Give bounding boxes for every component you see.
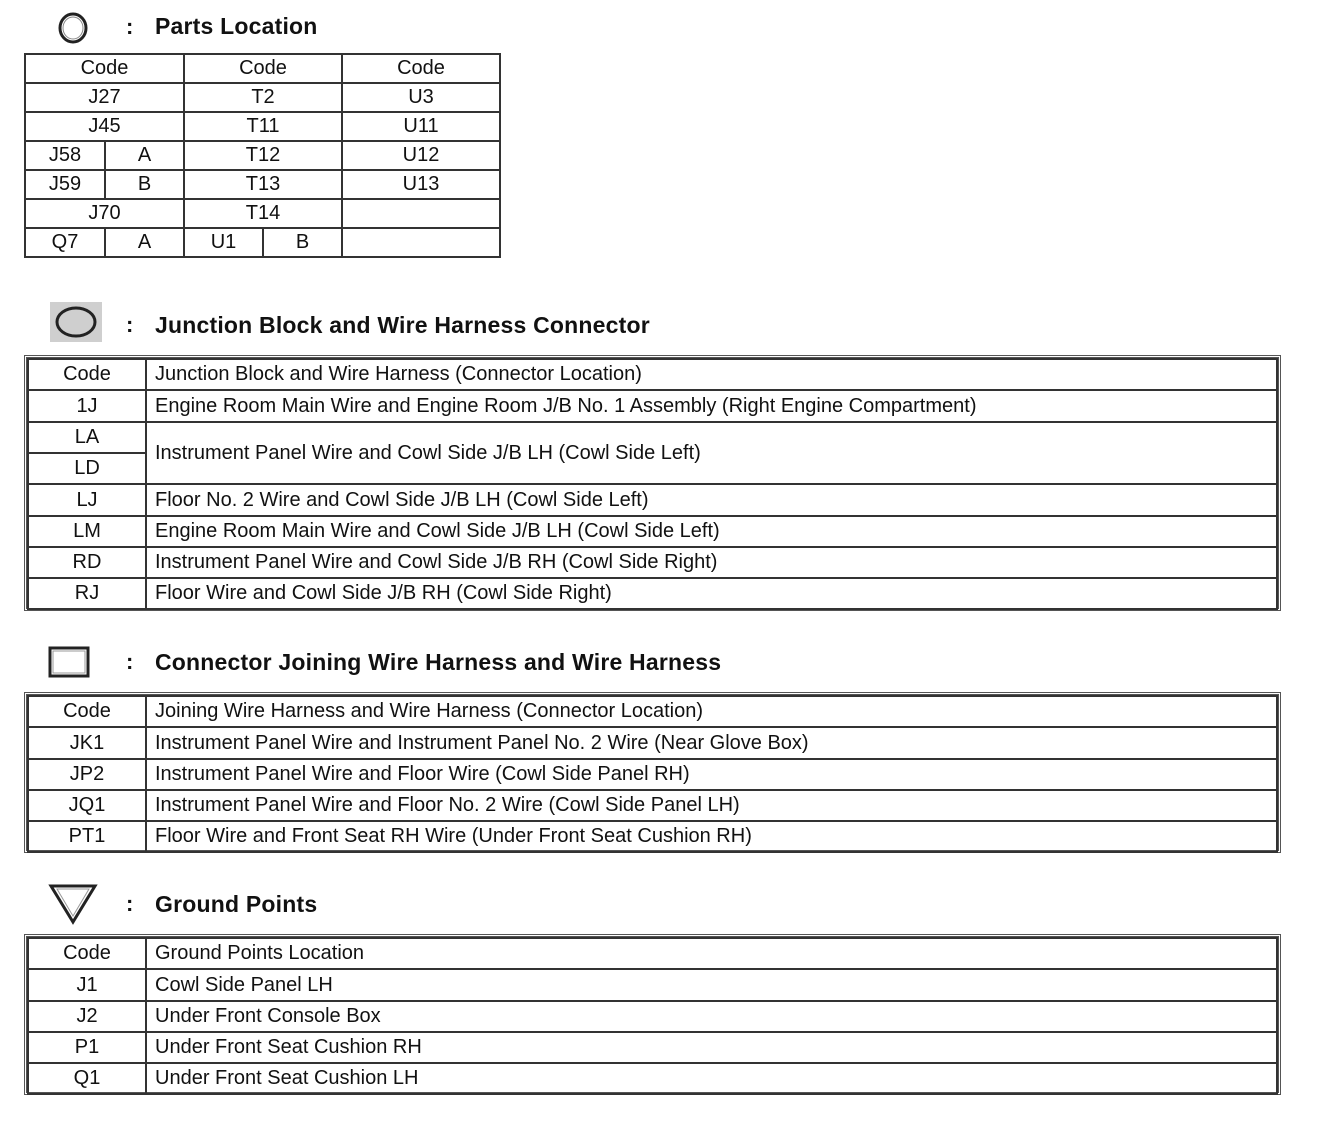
code-cell: T13	[184, 170, 342, 199]
code-cell: J45	[25, 112, 184, 141]
variant-cell: A	[105, 228, 184, 257]
table-row	[28, 578, 1277, 609]
code-cell	[342, 199, 500, 228]
table-row	[25, 83, 500, 112]
variant-cell: B	[263, 228, 342, 257]
header-cell: Code	[342, 54, 500, 83]
table-header-row	[28, 938, 1277, 969]
colon: :	[126, 312, 134, 337]
variant-cell: B	[105, 170, 184, 199]
shaded-oval-icon	[48, 300, 104, 344]
junction-block-table	[27, 358, 1278, 610]
connector-joining-header	[0, 642, 1328, 682]
header-cell: Code	[25, 54, 184, 83]
location-cell: Under Front Seat Cushion LH	[146, 1063, 1277, 1094]
table-row	[25, 228, 500, 257]
code-cell: J1	[28, 969, 146, 1001]
location-cell: Engine Room Main Wire and Cowl Side J/B LH (Cowl Side Left)	[146, 516, 1277, 547]
table-row	[28, 759, 1277, 790]
location-cell: Under Front Console Box	[146, 1001, 1277, 1032]
code-cell: RJ	[28, 578, 146, 609]
location-cell: Instrument Panel Wire and Cowl Side J/B RH (Cowl Side Right)	[146, 547, 1277, 578]
table-header-row	[25, 54, 500, 83]
code-cell: JP2	[28, 759, 146, 790]
code-cell: U3	[342, 83, 500, 112]
table-row	[28, 790, 1277, 821]
code-cell: U11	[342, 112, 500, 141]
junction-block-header	[0, 304, 1328, 344]
location-cell: Instrument Panel Wire and Cowl Side J/B LH (Cowl Side Left)	[146, 422, 1277, 484]
location-cell: Floor Wire and Cowl Side J/B RH (Cowl Side Right)	[146, 578, 1277, 609]
table-row	[28, 1001, 1277, 1032]
location-cell: Floor No. 2 Wire and Cowl Side J/B LH (Cowl Side Left)	[146, 484, 1277, 516]
location-cell: Instrument Panel Wire and Floor Wire (Cowl Side Panel RH)	[146, 759, 1277, 790]
code-cell: J27	[25, 83, 184, 112]
location-cell: Cowl Side Panel LH	[146, 969, 1277, 1001]
variant-cell: A	[105, 141, 184, 170]
table-row	[28, 1032, 1277, 1063]
ground-points-table	[27, 937, 1278, 1095]
header-cell-code: Code	[28, 696, 146, 727]
colon: :	[126, 14, 134, 39]
location-cell: Engine Room Main Wire and Engine Room J/B No. 1 Assembly (Right Engine Compartment)	[146, 390, 1277, 422]
ground-points-header	[0, 882, 1328, 922]
table-row	[28, 547, 1277, 578]
code-cell: Q7	[25, 228, 105, 257]
header-cell-location: Junction Block and Wire Harness (Connector Location)	[146, 359, 1277, 390]
location-cell: Instrument Panel Wire and Instrument Panel No. 2 Wire (Near Glove Box)	[146, 727, 1277, 759]
code-cell: J70	[25, 199, 184, 228]
code-cell: PT1	[28, 821, 146, 852]
table-row	[28, 516, 1277, 547]
section-title-ground-points: Ground Points	[155, 891, 318, 917]
table-row	[25, 141, 500, 170]
code-cell: RD	[28, 547, 146, 578]
table-header-row	[28, 359, 1277, 390]
header-cell-location: Ground Points Location	[146, 938, 1277, 969]
section-title-parts-location: Parts Location	[155, 13, 318, 39]
code-cell: U12	[342, 141, 500, 170]
location-cell: Floor Wire and Front Seat RH Wire (Under Front Seat Cushion RH)	[146, 821, 1277, 852]
table-row	[28, 969, 1277, 1001]
location-cell: Instrument Panel Wire and Floor No. 2 Wire (Cowl Side Panel LH)	[146, 790, 1277, 821]
table-row	[28, 422, 1277, 453]
code-cell	[342, 228, 500, 257]
code-cell: LD	[28, 453, 146, 484]
header-cell-location: Joining Wire Harness and Wire Harness (Connector Location)	[146, 696, 1277, 727]
code-cell: T11	[184, 112, 342, 141]
section-title-junction-block: Junction Block and Wire Harness Connector	[155, 312, 650, 338]
section-title-connector-joining: Connector Joining Wire Harness and Wire Harness	[155, 649, 722, 675]
header-cell-code: Code	[28, 938, 146, 969]
parts-location-table	[24, 53, 501, 258]
code-cell: U1	[184, 228, 263, 257]
code-cell: J2	[28, 1001, 146, 1032]
code-cell: T14	[184, 199, 342, 228]
code-cell: J59	[25, 170, 105, 199]
table-row	[28, 727, 1277, 759]
table-row	[25, 112, 500, 141]
table-row	[28, 484, 1277, 516]
rectangle-icon	[48, 646, 92, 680]
code-cell: 1J	[28, 390, 146, 422]
code-cell: LA	[28, 422, 146, 453]
table-row	[28, 821, 1277, 852]
code-cell: Q1	[28, 1063, 146, 1094]
colon: :	[126, 649, 134, 674]
code-cell: LJ	[28, 484, 146, 516]
code-cell: T12	[184, 141, 342, 170]
circle-icon	[56, 10, 90, 46]
code-cell: P1	[28, 1032, 146, 1063]
triangle-down-icon	[48, 882, 98, 926]
connector-joining-table	[27, 695, 1278, 853]
code-cell: U13	[342, 170, 500, 199]
table-header-row	[28, 696, 1277, 727]
header-cell-code: Code	[28, 359, 146, 390]
table-row	[25, 170, 500, 199]
table-row	[28, 1063, 1277, 1094]
location-cell: Under Front Seat Cushion RH	[146, 1032, 1277, 1063]
header-cell: Code	[184, 54, 342, 83]
code-cell: JK1	[28, 727, 146, 759]
parts-location-header	[0, 8, 1328, 48]
code-cell: JQ1	[28, 790, 146, 821]
table-row	[25, 199, 500, 228]
code-cell: LM	[28, 516, 146, 547]
code-cell: T2	[184, 83, 342, 112]
table-row	[28, 390, 1277, 422]
colon: :	[126, 891, 134, 916]
code-cell: J58	[25, 141, 105, 170]
